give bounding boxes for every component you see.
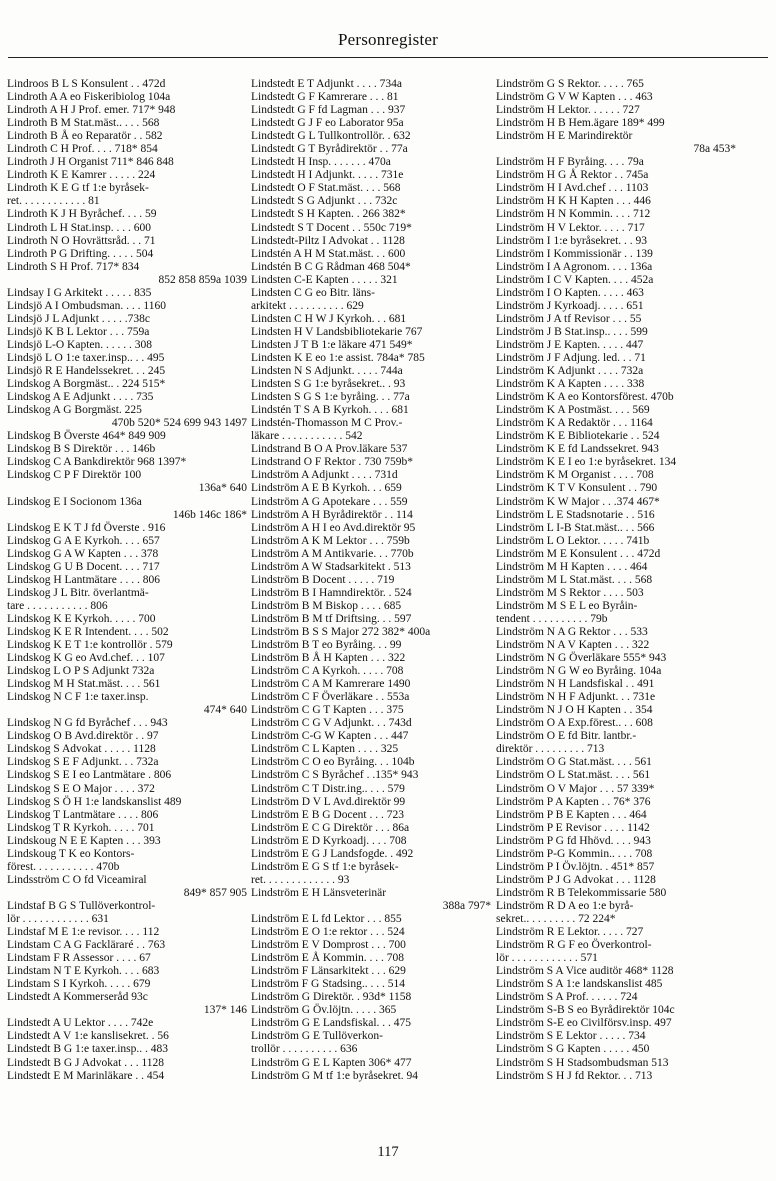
register-entry: Lindström K E Bibliotekarie . . 524 (496, 430, 660, 443)
register-column-1 (7, 78, 247, 1083)
register-entry: Lindström S-B S eo Byrådirektör 104c (496, 1004, 675, 1017)
register-entry: Lindskog N C F 1:e taxer.insp. (7, 691, 149, 704)
register-entry: Lindskog J L Bitr. överlantmä- (7, 586, 149, 599)
register-entry: Lindstedt G T Byrådirektör . . 77a (251, 143, 408, 156)
register-entry: Lindström I C V Kapten. . . . 452a (496, 273, 654, 286)
register-entry: Lindström I 1:e byråsekret. . . 93 (496, 234, 648, 247)
register-entry: Lindström K E I eo 1:e byråsekret. 134 (496, 456, 677, 469)
register-entry: Lindström N H F Adjunkt. . . 731e (496, 691, 656, 704)
register-entry: Lindskog N G fd Byråchef . . . 943 (7, 717, 168, 730)
register-entry: 388a 797* (442, 899, 491, 912)
register-entry: Lindstén-Thomasson M C Prov.- (251, 417, 403, 430)
register-entry: Lindström C G T Kapten . . . 375 (251, 704, 404, 717)
register-entry: Lindström G Direktör. . 93d* 1158 (251, 991, 412, 1004)
register-entry: Lindsjö K B L Lektor . . . 759a (7, 325, 150, 338)
register-entry: Lindström B S S Major 272 382* 400a (251, 625, 431, 638)
register-entry: Lindström E C G Direktör . . . 86a (251, 821, 410, 834)
register-entry: Lindskog L O P S Adjunkt 732a (7, 665, 155, 678)
register-entry: Lindström G E Tullöverkon- (251, 1030, 383, 1043)
register-entry: Lindskog B Överste 464* 849 909 (7, 430, 166, 443)
register-entry: Lindskog T Lantmätare . . . . 806 (7, 808, 159, 821)
register-entry: Lindström A H I eo Avd.direktör 95 (251, 521, 416, 534)
register-entry: Lindström B M Biskop . . . . 685 (251, 599, 402, 612)
register-entry: Lindström E D Kyrkoadj. . . . 708 (251, 834, 407, 847)
register-entry: Lindström C O eo Byråing. . . 104b (251, 756, 415, 769)
register-entry: Lindström N J O H Kapten . . 354 (496, 704, 653, 717)
register-entry: Lindroth N O Hovrättsråd. . . 71 (7, 234, 156, 247)
header-rule (8, 57, 768, 58)
register-entry: lör . . . . . . . . . . . . 571 (496, 952, 598, 965)
register-columns (7, 78, 771, 1138)
register-entry: Lindström M L Stat.mäst. . . . 568 (496, 573, 653, 586)
register-entry: Lindstam S I Kyrkoh. . . . . 679 (7, 978, 151, 991)
register-entry: Lindström R E Lektor. . . . . 727 (496, 926, 644, 939)
register-entry: Lindström O A Exp.förest.. . . 608 (496, 717, 653, 730)
register-entry: Lindström H K H Kapten . . . 446 (496, 195, 651, 208)
register-entry: Lindstedt A V 1:e kanslisekret. . 56 (7, 1030, 169, 1043)
register-entry: Lindsten H V Landsbibliotekarie 767 (251, 325, 423, 338)
register-entry: Lindsström C O fd Viceamiral (7, 873, 147, 886)
register-entry: Lindström C F Överläkare . . 553a (251, 691, 410, 704)
register-entry: Lindström M S Rektor . . . . 503 (496, 586, 644, 599)
register-entry: Lindskog S E F Adjunkt. . . 732a (7, 756, 159, 769)
register-entry: Lindström E Å Kommin. . . . 708 (251, 952, 405, 965)
register-entry: Lindström S A 1:e landskanslist 485 (496, 978, 663, 991)
register-entry: Lindström B I Hamndirektör. . 524 (251, 586, 412, 599)
register-entry: Lindström L E Stadsnotarie . . 516 (496, 508, 655, 521)
register-entry: Lindström A M Antikvarie. . . 770b (251, 547, 414, 560)
register-entry: Lindström P B E Kapten . . . 464 (496, 808, 647, 821)
register-entry: Lindström C-G W Kapten . . . 447 (251, 730, 409, 743)
register-entry: Lindström M H Kapten . . . . 464 (496, 560, 648, 573)
register-entry: Lindstedt B G J Advokat . . . 1128 (7, 1056, 165, 1069)
register-entry: Lindstedt G F Kamrerare . . . 81 (251, 91, 399, 104)
register-entry: Lindstedt H I Adjunkt. . . . . 731e (251, 169, 404, 182)
register-entry: Lindsten C-E Kapten . . . . . 321 (251, 273, 398, 286)
register-entry: Lindskog K E Kyrkoh. . . . . 700 (7, 612, 156, 625)
register-entry: Lindström B M tf Driftsing. . . 597 (251, 612, 412, 625)
register-entry: Lindstaf M E 1:e revisor. . . . 112 (7, 926, 160, 939)
register-entry: Lindroth B Å eo Reparatör . . 582 (7, 130, 163, 143)
register-entry: Lindström E B G Docent . . . 723 (251, 808, 404, 821)
register-entry: Lindskog H Lantmätare . . . . 806 (7, 573, 160, 586)
register-entry: Lindström A G Apotekare . . . 559 (251, 495, 408, 508)
register-entry: tare . . . . . . . . . . . 806 (7, 599, 108, 612)
register-entry: Lindström P G fd Hhövd. . . . 943 (496, 834, 651, 847)
page-number: 117 (377, 1144, 399, 1160)
register-entry: Lindsten S G 1:e byråsekret.. . 93 (251, 378, 406, 391)
register-entry: Lindström G E L Kapten 306* 477 (251, 1056, 412, 1069)
register-entry: Lindström C A M Kamrerare 1490 (251, 678, 411, 691)
register-entry: Lindström R B Telekommissarie 580 (496, 886, 667, 899)
register-entry: Lindsten S G S 1:e byråing. . . 77a (251, 391, 410, 404)
register-entry: Lindström G E Landsfiskal. . . 475 (251, 1017, 412, 1030)
register-entry: 137* 146 (203, 1004, 247, 1017)
register-entry: Lindström A E B Kyrkoh. . . 659 (251, 482, 402, 495)
register-entry: sekret.. . . . . . . . . 72 224* (496, 913, 616, 925)
register-entry: Lindström E G J Landsfogde. . 492 (251, 847, 414, 860)
register-entry: Lindstedt O F Stat.mäst. . . . 568 (251, 182, 401, 195)
register-entry: förest. . . . . . . . . . . 470b (7, 860, 120, 873)
register-entry: Lindskog S E O Major . . . . 372 (7, 782, 155, 795)
register-entry: Lindsjö J L Adjunkt . . . . .738c (7, 312, 151, 325)
register-entry: Lindroth A A eo Fiskeribiolog 104a (7, 91, 171, 104)
register-entry: Lindskoug T K eo Kontors- (7, 847, 135, 860)
register-entry: Lindstrand B O A Prov.läkare 537 (251, 443, 408, 456)
register-entry: Lindström O G Stat.mäst. . . . 561 (496, 756, 652, 769)
register-entry: Lindstén A H M Stat.mäst. . . 600 (251, 247, 406, 260)
register-entry: Lindroos B L S Konsulent . . 472d (7, 78, 166, 90)
register-entry: direktör . . . . . . . . . 713 (496, 743, 605, 756)
register-entry: Lindroth K E Kamrer . . . . . 224 (7, 169, 156, 182)
register-entry: Lindstam C A G Fackläraré . . 763 (7, 939, 166, 952)
register-entry: Lindström O V Major . . . 57 339* (496, 782, 655, 795)
register-entry: Lindström P I Öv.löjtn. . 451* 857 (496, 860, 655, 873)
register-entry: 849* 857 905 (183, 886, 247, 899)
register-entry: Lindsten K E eo 1:e assist. 784a* 785 (251, 351, 425, 364)
register-entry: Lindström G M tf 1:e byråsekret. 94 (251, 1069, 419, 1082)
register-entry: Lindsjö A I Ombudsman. . . . 1160 (7, 299, 166, 312)
register-entry: Lindskog S E I eo Lantmätare . 806 (7, 769, 172, 782)
register-entry: ret. . . . . . . . . . . . 81 (7, 195, 100, 208)
register-entry: Lindström S-E eo Civilförsv.insp. 497 (496, 1017, 672, 1030)
register-entry: Lindsten C H W J Kyrkoh. . . 681 (251, 312, 407, 325)
register-entry: Lindstedt E M Marinläkare . . 454 (7, 1069, 165, 1082)
register-entry: Lindsay I G Arkitekt . . . . . 835 (7, 286, 152, 299)
register-entry: Lindström S H Stadsombudsman 513 (496, 1056, 669, 1069)
register-entry: Lindroth S H Prof. 717* 834 (7, 260, 140, 273)
register-entry: Lindstedt G J F eo Laborator 95a (251, 117, 404, 130)
register-entry: tendent . . . . . . . . . . 79b (496, 612, 608, 625)
register-entry: Lindström G V W Kapten . . . 463 (496, 91, 653, 104)
register-entry: Lindström A K M Lektor . . . 759b (251, 534, 410, 547)
register-entry: Lindström S G Kapten . . . . . 450 (496, 1043, 650, 1056)
register-entry: Lindskog G U B Docent. . . . 717 (7, 560, 160, 573)
register-entry: 470b 520* 524 699 943 1497 (111, 417, 247, 430)
register-entry: Lindroth K J H Byråchef. . . . 59 (7, 208, 157, 221)
register-entry: Lindström S E Lektor . . . . . 734 (496, 1030, 646, 1043)
register-entry: Lindström P-G Kommin.. . . . 708 (496, 847, 653, 860)
register-entry: Lindstedt A Kommerseråd 93c (7, 991, 148, 1004)
register-entry: Lindström I A Agronom. . . . 136a (496, 260, 653, 273)
register-entry: Lindström O L Stat.mäst. . . . 561 (496, 769, 651, 782)
register-entry: Lindström K T V Konsulent . . 790 (496, 482, 658, 495)
register-entry: Lindström K A Kapten . . . . 338 (496, 378, 645, 391)
register-entry: Lindström K A Postmäst. . . . 569 (496, 404, 650, 417)
register-entry: Lindström N H Landsfiskal . . 491 (496, 678, 655, 691)
register-column-2 (251, 78, 491, 1083)
register-entry: Lindström C T Distr.ing.. . . . 579 (251, 782, 405, 795)
register-entry: Lindström E O 1:e rektor . . . 524 (251, 926, 405, 939)
register-entry: Lindström J B Stat.insp.. . . . 599 (496, 325, 648, 338)
register-entry: Lindström H B Hem.ägare 189* 499 (496, 117, 665, 130)
register-entry: trollör . . . . . . . . . . 636 (251, 1043, 358, 1056)
register-entry: Lindström S A Vice auditör 468* 1128 (496, 965, 674, 978)
register-entry: läkare . . . . . . . . . . . 542 (251, 430, 363, 443)
register-entry: Lindström F G Stadsing.. . . . 514 (251, 978, 405, 991)
register-entry: Lindskog S Advokat . . . . . 1128 (7, 743, 156, 756)
register-entry: Lindstedt B G 1:e taxer.insp.. . 483 (7, 1043, 168, 1056)
register-entry: Lindstedt S H Kapten. . 266 382* (251, 208, 406, 221)
register-entry: Lindroth A H J Prof. emer. 717* 948 (7, 104, 176, 117)
register-entry: Lindsjö L O 1:e taxer.insp.. . . 495 (7, 351, 165, 364)
register-entry: Lindström N G Överläkare 555* 943 (496, 652, 667, 665)
register-entry: 78a 453* (693, 143, 736, 156)
register-entry: Lindskog A G Borgmäst. 225 (7, 404, 142, 417)
register-entry: Lindström K M Organist . . . . 708 (496, 469, 654, 482)
register-entry: Lindström K W Major . . .374 467* (496, 495, 660, 508)
register-entry: Lindstrand O F Rektor . 730 759b* (251, 456, 413, 469)
register-entry: Lindroth J H Organist 711* 846 848 (7, 156, 174, 169)
register-entry: Lindström C S Byråchef . .135* 943 (251, 769, 419, 782)
register-entry: Lindström A Adjunkt . . . . 731d (251, 469, 398, 482)
register-entry: Lindstedt-Piltz I Advokat . . 1128 (251, 234, 405, 247)
register-entry: Lindström B Docent . . . . . 719 (251, 573, 395, 586)
register-entry: Lindstedt H Insp. . . . . . . 470a (251, 156, 391, 169)
register-entry: 146b 146c 186* (172, 508, 247, 521)
register-entry: Lindstam N T E Kyrkoh. . . . 683 (7, 965, 160, 978)
register-entry: Lindström R G F eo Överkontrol- (496, 939, 652, 952)
register-entry: Lindskog B S Direktör . . . 146b (7, 443, 156, 456)
register-entry: Lindstedt G L Tullkontrollör. . 632 (251, 130, 411, 143)
register-entry: Lindskog E K T J fd Överste . 916 (7, 521, 166, 534)
register-entry: Lindstedt E T Adjunkt . . . . 734a (251, 78, 402, 90)
register-entry: 852 858 859a 1039 (158, 273, 247, 286)
register-entry: Lindroth C H Prof. . . . 718* 854 (7, 143, 158, 156)
register-entry: Lindström F Länsarkitekt . . . 629 (251, 965, 406, 978)
register-entry: Lindström C G V Adjunkt. . . 743d (251, 717, 412, 730)
register-entry: Lindström H E Marindirektör (496, 130, 633, 143)
register-entry: Lindstam F R Assessor . . . . 67 (7, 952, 151, 965)
register-entry: Lindroth B M Stat.mäst.. . . . 568 (7, 117, 160, 130)
register-entry: Lindström H F Byråing. . . . 79a (496, 156, 644, 169)
register-entry: Lindskog K E T 1:e kontrollör . 579 (7, 639, 173, 652)
register-entry: Lindskog O B Avd.direktör . . 97 (7, 730, 159, 743)
register-entry: Lindstedt S T Docent . . 550c 719* (251, 221, 412, 234)
register-entry: Lindström H V Lektor. . . . . 717 (496, 221, 645, 234)
register-entry: Lindström O E fd Bitr. lantbr.- (496, 730, 637, 743)
register-entry: arkitekt . . . . . . . . . . 629 (251, 299, 364, 312)
register-entry: Lindström L O Lektor. . . . . 741b (496, 534, 650, 547)
register-entry: Lindskog T R Kyrkoh. . . . . 701 (7, 821, 155, 834)
register-entry: Lindström E V Domprost . . . 700 (251, 939, 406, 952)
register-entry: Lindskog S Ö H 1:e landskanslist 489 (7, 795, 182, 808)
register-entry: Lindskog G A W Kapten . . . 378 (7, 547, 159, 560)
register-entry: Lindström C L Kapten . . . . 325 (251, 743, 399, 756)
register-entry: Lindström G Öv.löjtn. . . . . 365 (251, 1004, 397, 1017)
register-entry: Lindsten N S Adjunkt. . . . . 744a (251, 365, 403, 378)
register-entry: Lindström H G Å Rektor . . 745a (496, 169, 649, 182)
page-title: Personregister (337, 30, 439, 49)
register-entry: Lindström P E Revisor . . . . 1142 (496, 821, 650, 834)
register-entry: 474* 640 (203, 704, 247, 717)
register-entry: ret. . . . . . . . . . . . . 93 (251, 873, 350, 886)
register-entry: Lindstén B C G Rådman 468 504* (251, 260, 411, 273)
register-entry: Lindskog C A Bankdirektör 968 1397* (7, 456, 187, 469)
register-entry: Lindström I Kommissionär . . 139 (496, 247, 653, 260)
register-entry: Lindskoug N E E Kapten . . . 393 (7, 834, 161, 847)
register-entry: Lindström J A tf Revisor . . . 55 (496, 312, 642, 325)
register-entry: Lindström E L fd Lektor . . . 855 (251, 913, 402, 925)
register-entry: Lindstén T S A B Kyrkoh. . . . 681 (251, 404, 409, 417)
register-entry: Lindström K A Redaktör . . . 1164 (496, 417, 653, 430)
register-entry: Lindström N G W eo Byråing. 104a (496, 665, 662, 678)
register-entry: Lindström S A Prof. . . . . . 724 (496, 991, 638, 1004)
register-entry: Lindskog C P F Direktör 100 (7, 469, 142, 482)
register-entry: Lindroth P G Drifting. . . . . 504 (7, 247, 154, 260)
register-entry: Lindström N A V Kapten . . . 322 (496, 639, 650, 652)
register-entry: Lindström M E Konsulent . . . 472d (496, 547, 661, 560)
register-entry: Lindström H I Avd.chef . . . 1103 (496, 182, 649, 195)
register-entry: Lindström E G S tf 1:e byråsek- (251, 860, 399, 873)
register-entry: Lindskog E I Socionom 136a (7, 495, 142, 508)
register-entry: Lindskog K E R Intendent. . . . 502 (7, 625, 169, 638)
register-entry: Lindskog A E Adjunkt . . . . 735 (7, 391, 154, 404)
register-entry: Lindström K A eo Kontorsförest. 470b (496, 391, 674, 404)
register-entry: Lindstedt G F fd Lagman . . . 937 (251, 104, 406, 117)
register-entry: 136a* 640 (198, 482, 247, 495)
register-entry: Lindskog A Borgmäst.. . 224 515* (7, 378, 166, 391)
register-entry: Lindstedt A U Lektor . . . . 742e (7, 1017, 154, 1030)
register-entry: Lindström R D A eo 1:e byrå- (496, 899, 634, 912)
register-entry: Lindström P A Kapten . . 76* 376 (496, 795, 651, 808)
register-entry: Lindsjö R E Handelssekret. . . 245 (7, 365, 166, 378)
register-entry: Lindström J E Kapten. . . . . 447 (496, 338, 644, 351)
register-entry: Lindström L I-B Stat.mäst.. . . 566 (496, 521, 655, 534)
register-entry: Lindström D V L Avd.direktör 99 (251, 795, 406, 808)
register-entry: Lindström I O Kapten. . . . . 463 (496, 286, 644, 299)
register-entry: Lindström H Lektor. . . . . . 727 (496, 104, 640, 117)
register-entry: Lindroth L H Stat.insp. . . . 600 (7, 221, 151, 234)
register-entry: Lindskog G A E Kyrkoh. . . . 657 (7, 534, 160, 547)
register-entry: Lindström A W Stadsarkitekt . 513 (251, 560, 411, 573)
register-entry: Lindström K E fd Landssekret. 943 (496, 443, 659, 456)
register-entry: Lindström G S Rektor. . . . . 765 (496, 78, 644, 90)
register-entry: Lindström M S E L eo Byråin- (496, 599, 638, 612)
register-entry: Lindström H N Kommin. . . . 712 (496, 208, 651, 221)
register-entry: Lindroth K E G tf 1:e byråsek- (7, 182, 149, 195)
register-entry: Lindström A H Byrådirektör . . 114 (251, 508, 413, 521)
register-entry: Lindström S H J fd Rektor. . . 713 (496, 1069, 653, 1082)
register-entry: Lindström J Kyrkoadj. . . . . 651 (496, 299, 644, 312)
register-entry: Lindskog M H Stat.mäst. . . . 561 (7, 678, 161, 691)
register-entry: Lindström B Å H Kapten . . . 322 (251, 652, 406, 665)
register-entry: Lindström B T eo Byråing. . . 99 (251, 639, 402, 652)
register-entry: Lindström N A G Rektor . . . 533 (496, 625, 648, 638)
register-entry: Lindsjö L-O Kapten. . . . . . 308 (7, 338, 153, 351)
register-entry: Lindström E H Länsveterinär (251, 886, 387, 899)
register-entry: Lindsten C G eo Bitr. läns- (251, 286, 375, 299)
register-entry: Lindström P J G Advokat . . . 1128 (496, 873, 656, 886)
register-entry: Lindstaf B G S Tullöverkontrol- (7, 899, 156, 912)
register-entry: Lindström J F Adjung. led. . . 71 (496, 351, 646, 364)
register-entry: Lindskog K G eo Avd.chef. . . 107 (7, 652, 165, 665)
register-entry: Lindstedt S G Adjunkt . . . 732c (251, 195, 398, 208)
register-column-3 (496, 78, 736, 1083)
register-entry: Lindsten J T B 1:e läkare 471 549* (251, 338, 413, 351)
register-entry: Lindström C A Kyrkoh. . . . . 708 (251, 665, 404, 678)
register-entry: lör . . . . . . . . . . . . 631 (7, 913, 109, 925)
register-entry: Lindström K Adjunkt . . . . 732a (496, 365, 644, 378)
